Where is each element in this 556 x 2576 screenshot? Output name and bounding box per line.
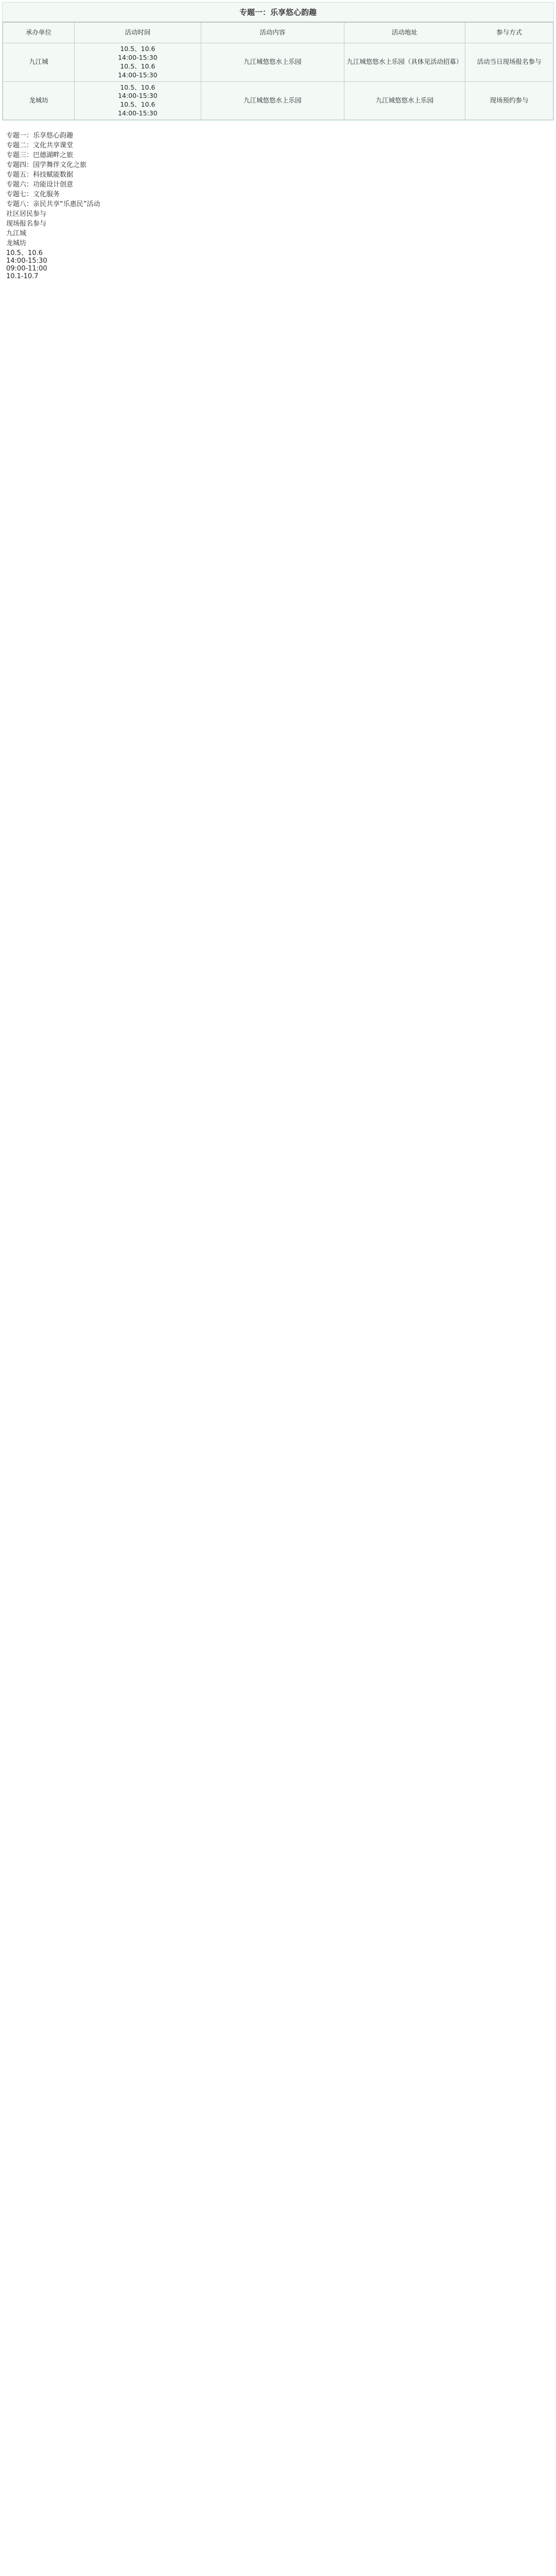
- extra-text-line: 专题六：功能设计创意: [6, 181, 74, 189]
- table-cell: 九江城悠悠水上乐园: [344, 81, 465, 120]
- extra-text-line: 九江城: [6, 230, 27, 238]
- table-cell: 10.5、10.6 14:00-15:30 10.5、10.6 14:00-15:30: [74, 43, 201, 82]
- extra-text-line: 10.1-10.7: [6, 273, 39, 280]
- extra-text-list: [2, 126, 554, 284]
- extra-text-line: 14:00-15:30: [6, 257, 47, 265]
- column-header: 活动地址: [344, 23, 465, 43]
- table-cell: 九江城: [3, 43, 75, 82]
- extra-text-line: 专题七：文化服务: [6, 191, 60, 198]
- table-cell: 活动当日现场报名参与: [465, 43, 553, 82]
- table-cell: 九江城悠悠水上乐园: [201, 43, 344, 82]
- table-cell: 九江城悠悠水上乐园: [201, 81, 344, 120]
- extra-text-line: 龙城坊: [6, 240, 27, 247]
- table-cell: 现场预约参与: [465, 81, 553, 120]
- column-header: 活动内容: [201, 23, 344, 43]
- extra-text-line: 专题四：国学舞伴文化之旅: [6, 161, 87, 169]
- extra-text-line: 10.5、10.6: [6, 249, 43, 257]
- table-row: [3, 81, 553, 120]
- table-row: [3, 43, 553, 82]
- extra-text-line: 社区居民参与: [6, 210, 47, 218]
- extra-text-line: 现场报名参与: [6, 220, 47, 228]
- column-header: 活动时间: [74, 23, 201, 43]
- section-0: [2, 2, 554, 121]
- schedule-table: [3, 22, 553, 120]
- column-header: 承办单位: [3, 23, 75, 43]
- section-title: 专题一：乐享悠心韵趣: [3, 3, 553, 22]
- table-header-row: [3, 23, 553, 43]
- column-header: 参与方式: [465, 23, 553, 43]
- extra-text-line: 专题八：亲民共享“乐惠民”活动: [6, 200, 100, 208]
- table-cell: 九江城悠悠水上乐园（具体见活动招募）: [344, 43, 465, 82]
- extra-text-line: 专题二：文化共享课堂: [6, 142, 74, 149]
- extra-text-line: 专题一：乐享悠心韵趣: [6, 132, 74, 140]
- extra-text-line: 专题三：巴德湖畔之旅: [6, 151, 74, 159]
- extra-text-line: 专题五：科技赋能数据: [6, 171, 74, 179]
- extra-text-line: 09:00-11:00: [6, 265, 47, 273]
- table-cell: 龙城坊: [3, 81, 75, 120]
- table-cell: 10.5、10.6 14:00-15:30 10.5、10.6 14:00-15:30: [74, 81, 201, 120]
